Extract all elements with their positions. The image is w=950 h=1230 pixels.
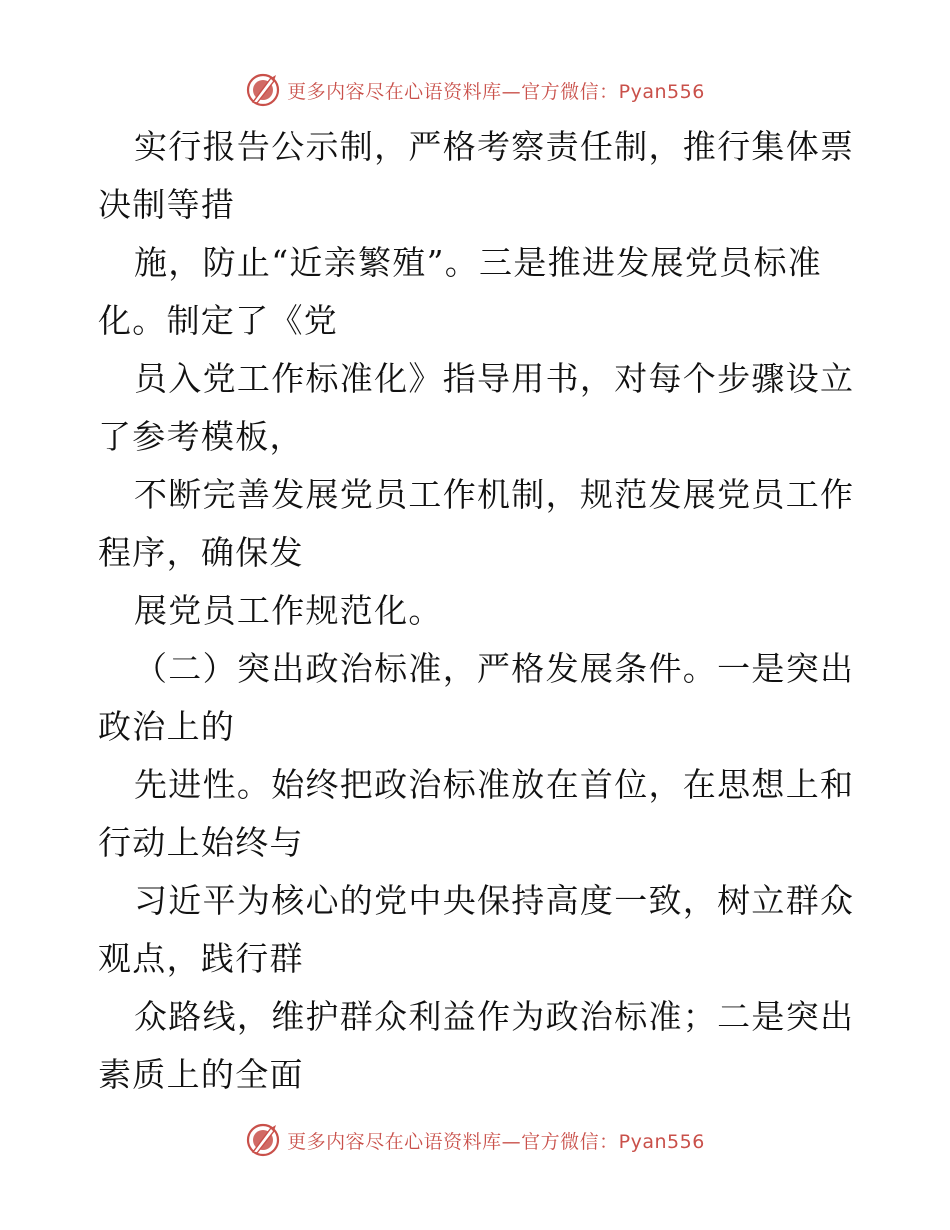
quill-pen-logo-icon	[245, 72, 281, 108]
footer-banner	[0, 1120, 950, 1160]
quill-pen-logo-icon	[245, 1122, 281, 1158]
text-line: 了参考模板，	[98, 417, 304, 456]
text-line: 员入党工作标准化》指导用书，对每个步骤设立	[134, 359, 855, 398]
header-banner	[0, 70, 950, 110]
text-line: 习近平为核心的党中央保持高度一致，树立群众	[134, 881, 855, 920]
text-line: 众路线，维护群众利益作为政治标准；二是突出	[134, 997, 855, 1036]
text-line: （二）突出政治标准，严格发展条件。一是突出	[134, 649, 855, 688]
text-line: 先进性。始终把政治标准放在首位，在思想上和	[134, 765, 855, 804]
header-banner-text: 更多内容尽在心语资料库—官方微信：Pyan556	[287, 80, 705, 103]
text-line: 观点，践行群	[98, 939, 304, 978]
text-line: 施，防止“近亲繁殖”。三是推进发展党员标准	[134, 243, 823, 282]
text-line: 政治上的	[98, 707, 236, 746]
text-line: 行动上始终与	[98, 823, 304, 862]
text-line: 化。制定了《党	[98, 301, 339, 340]
text-line: 实行报告公示制，严格考察责任制，推行集体票	[134, 127, 855, 166]
text-line: 素质上的全面	[98, 1055, 304, 1094]
text-line: 决制等措	[98, 185, 236, 224]
footer-banner-text: 更多内容尽在心语资料库—官方微信：Pyan556	[287, 1130, 705, 1153]
text-line: 不断完善发展党员工作机制，规范发展党员工作	[134, 475, 855, 514]
text-line: 程序，确保发	[98, 533, 304, 572]
document-body	[98, 118, 858, 1104]
text-line: 展党员工作规范化。	[134, 591, 443, 630]
